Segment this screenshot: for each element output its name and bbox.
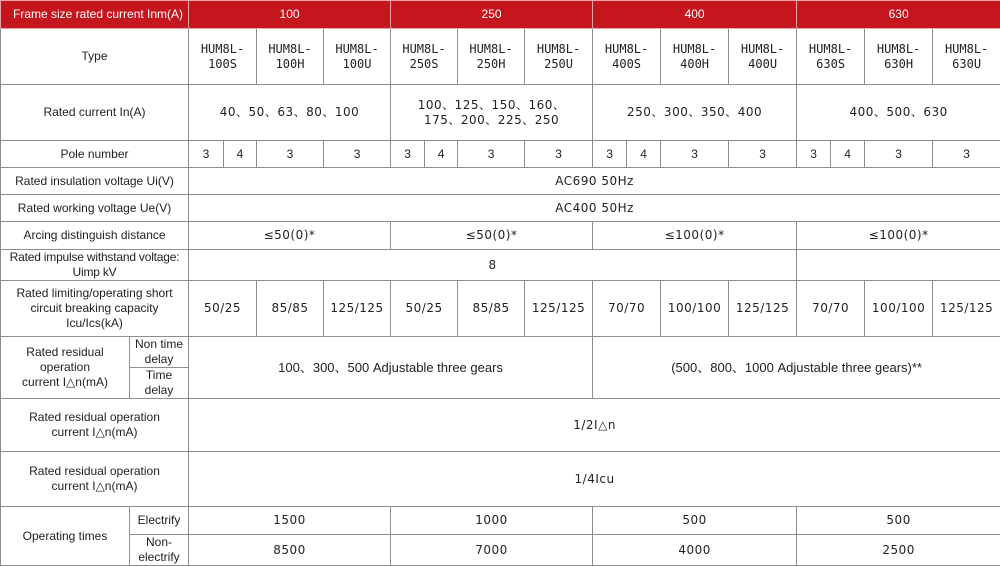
type-row xyxy=(1,29,1000,85)
non-electrify-250: 7000 xyxy=(391,535,593,566)
breaking-cell: 70/70 xyxy=(593,281,661,337)
pole-cell: 3 xyxy=(324,141,391,168)
rated-current-250: 100、125、150、160、 175、200、225、250 xyxy=(391,85,593,141)
residual-value-standard: 100、300、500 Adjustable three gears xyxy=(189,337,593,399)
frame-size-label: Frame size rated current Inm(A) xyxy=(1,1,189,29)
residual-row-non-delay xyxy=(1,337,1000,368)
residual-2-value: 1/2I△n xyxy=(189,399,1000,452)
arcing-250: ≤50(0)* xyxy=(391,222,593,250)
rated-current-100: 40、50、63、80、100 xyxy=(189,85,391,141)
pole-cell: 3 xyxy=(525,141,593,168)
breaking-cell: 70/70 xyxy=(797,281,865,337)
breaking-cell: 50/25 xyxy=(391,281,458,337)
pole-cell: 3 xyxy=(189,141,224,168)
operating-times-label: Operating times xyxy=(1,507,130,566)
pole-cell: 4 xyxy=(627,141,661,168)
pole-cell: 3 xyxy=(865,141,933,168)
operating-non-electrify-row xyxy=(1,535,1000,566)
rated-current-400: 250、300、350、400 xyxy=(593,85,797,141)
breaking-cell: 100/100 xyxy=(661,281,729,337)
breaking-cell: 85/85 xyxy=(257,281,324,337)
pole-cell: 3 xyxy=(593,141,627,168)
electrify-label: Electrify xyxy=(130,507,189,535)
breaking-cell: 125/125 xyxy=(933,281,1000,337)
non-time-delay-label: Non time delay xyxy=(130,337,189,368)
model-cell: HUM8L- 100H xyxy=(257,29,324,85)
model-cell: HUM8L- 400H xyxy=(661,29,729,85)
impulse-value: 8 xyxy=(189,250,797,281)
model-cell: HUM8L- 630S xyxy=(797,29,865,85)
breaking-cell: 125/125 xyxy=(324,281,391,337)
electrify-250: 1000 xyxy=(391,507,593,535)
pole-cell: 4 xyxy=(831,141,865,168)
model-cell: HUM8L- 100S xyxy=(189,29,257,85)
frame-100: 100 xyxy=(189,1,391,29)
rated-current-label: Rated current In(A) xyxy=(1,85,189,141)
insulation-voltage-value: AC690 50Hz xyxy=(189,168,1000,195)
model-cell: HUM8L- 400S xyxy=(593,29,661,85)
breaking-capacity-label: Rated limiting/operating short circuit breaking capacity Icu/Ics(kA) xyxy=(1,281,189,337)
type-label: Type xyxy=(1,29,189,85)
frame-400: 400 xyxy=(593,1,797,29)
breaking-capacity-row xyxy=(1,281,1000,337)
model-cell: HUM8L- 630U xyxy=(933,29,1000,85)
model-cell: HUM8L- 250H xyxy=(458,29,525,85)
non-electrify-630: 2500 xyxy=(797,535,1000,566)
impulse-empty-cell xyxy=(797,250,1000,281)
residual-3-value: 1/4Icu xyxy=(189,452,1000,507)
working-voltage-label: Rated working voltage Ue(V) xyxy=(1,195,189,222)
pole-cell: 4 xyxy=(425,141,458,168)
breaking-cell: 125/125 xyxy=(525,281,593,337)
time-delay-label: Time delay xyxy=(130,368,189,399)
electrify-100: 1500 xyxy=(189,507,391,535)
non-electrify-400: 4000 xyxy=(593,535,797,566)
model-cell: HUM8L- 250U xyxy=(525,29,593,85)
pole-number-label: Pole number xyxy=(1,141,189,168)
breaking-cell: 125/125 xyxy=(729,281,797,337)
residual-3-label: Rated residual operation current I△n(mA) xyxy=(1,452,189,507)
frame-250: 250 xyxy=(391,1,593,29)
impulse-row xyxy=(1,250,1000,281)
pole-cell: 3 xyxy=(391,141,425,168)
model-cell: HUM8L- 100U xyxy=(324,29,391,85)
working-voltage-value: AC400 50Hz xyxy=(189,195,1000,222)
model-cell: HUM8L- 250S xyxy=(391,29,458,85)
pole-cell: 3 xyxy=(729,141,797,168)
operating-electrify-row xyxy=(1,507,1000,535)
working-voltage-row xyxy=(1,195,1000,222)
rated-current-row xyxy=(1,85,1000,141)
header-row xyxy=(1,1,1000,29)
arcing-label: Arcing distinguish distance xyxy=(1,222,189,250)
arcing-row xyxy=(1,222,1000,250)
breaking-cell: 85/85 xyxy=(458,281,525,337)
pole-cell: 4 xyxy=(224,141,257,168)
pole-number-row xyxy=(1,141,1000,168)
model-cell: HUM8L- 400U xyxy=(729,29,797,85)
pole-cell: 3 xyxy=(458,141,525,168)
electrify-400: 500 xyxy=(593,507,797,535)
pole-cell: 3 xyxy=(661,141,729,168)
breaking-cell: 50/25 xyxy=(189,281,257,337)
pole-cell: 3 xyxy=(257,141,324,168)
insulation-voltage-row xyxy=(1,168,1000,195)
pole-cell: 3 xyxy=(797,141,831,168)
rated-current-630: 400、500、630 xyxy=(797,85,1000,141)
pole-cell: 3 xyxy=(933,141,1000,168)
residual-value-extended: (500、800、1000 Adjustable three gears)** xyxy=(593,337,1000,399)
breaking-cell: 100/100 xyxy=(865,281,933,337)
residual-2-label: Rated residual operation current I△n(mA) xyxy=(1,399,189,452)
non-electrify-100: 8500 xyxy=(189,535,391,566)
frame-630: 630 xyxy=(797,1,1000,29)
electrify-630: 500 xyxy=(797,507,1000,535)
non-electrify-label: Non-electrify xyxy=(130,535,189,566)
arcing-400: ≤100(0)* xyxy=(593,222,797,250)
residual-3-row xyxy=(1,452,1000,507)
arcing-100: ≤50(0)* xyxy=(189,222,391,250)
residual-label: Rated residual operation current I△n(mA) xyxy=(1,337,130,399)
residual-2-row xyxy=(1,399,1000,452)
impulse-label: Rated impulse withstand voltage: Uimp kV xyxy=(1,250,189,281)
insulation-voltage-label: Rated insulation voltage Ui(V) xyxy=(1,168,189,195)
arcing-630: ≤100(0)* xyxy=(797,222,1000,250)
model-cell: HUM8L- 630H xyxy=(865,29,933,85)
